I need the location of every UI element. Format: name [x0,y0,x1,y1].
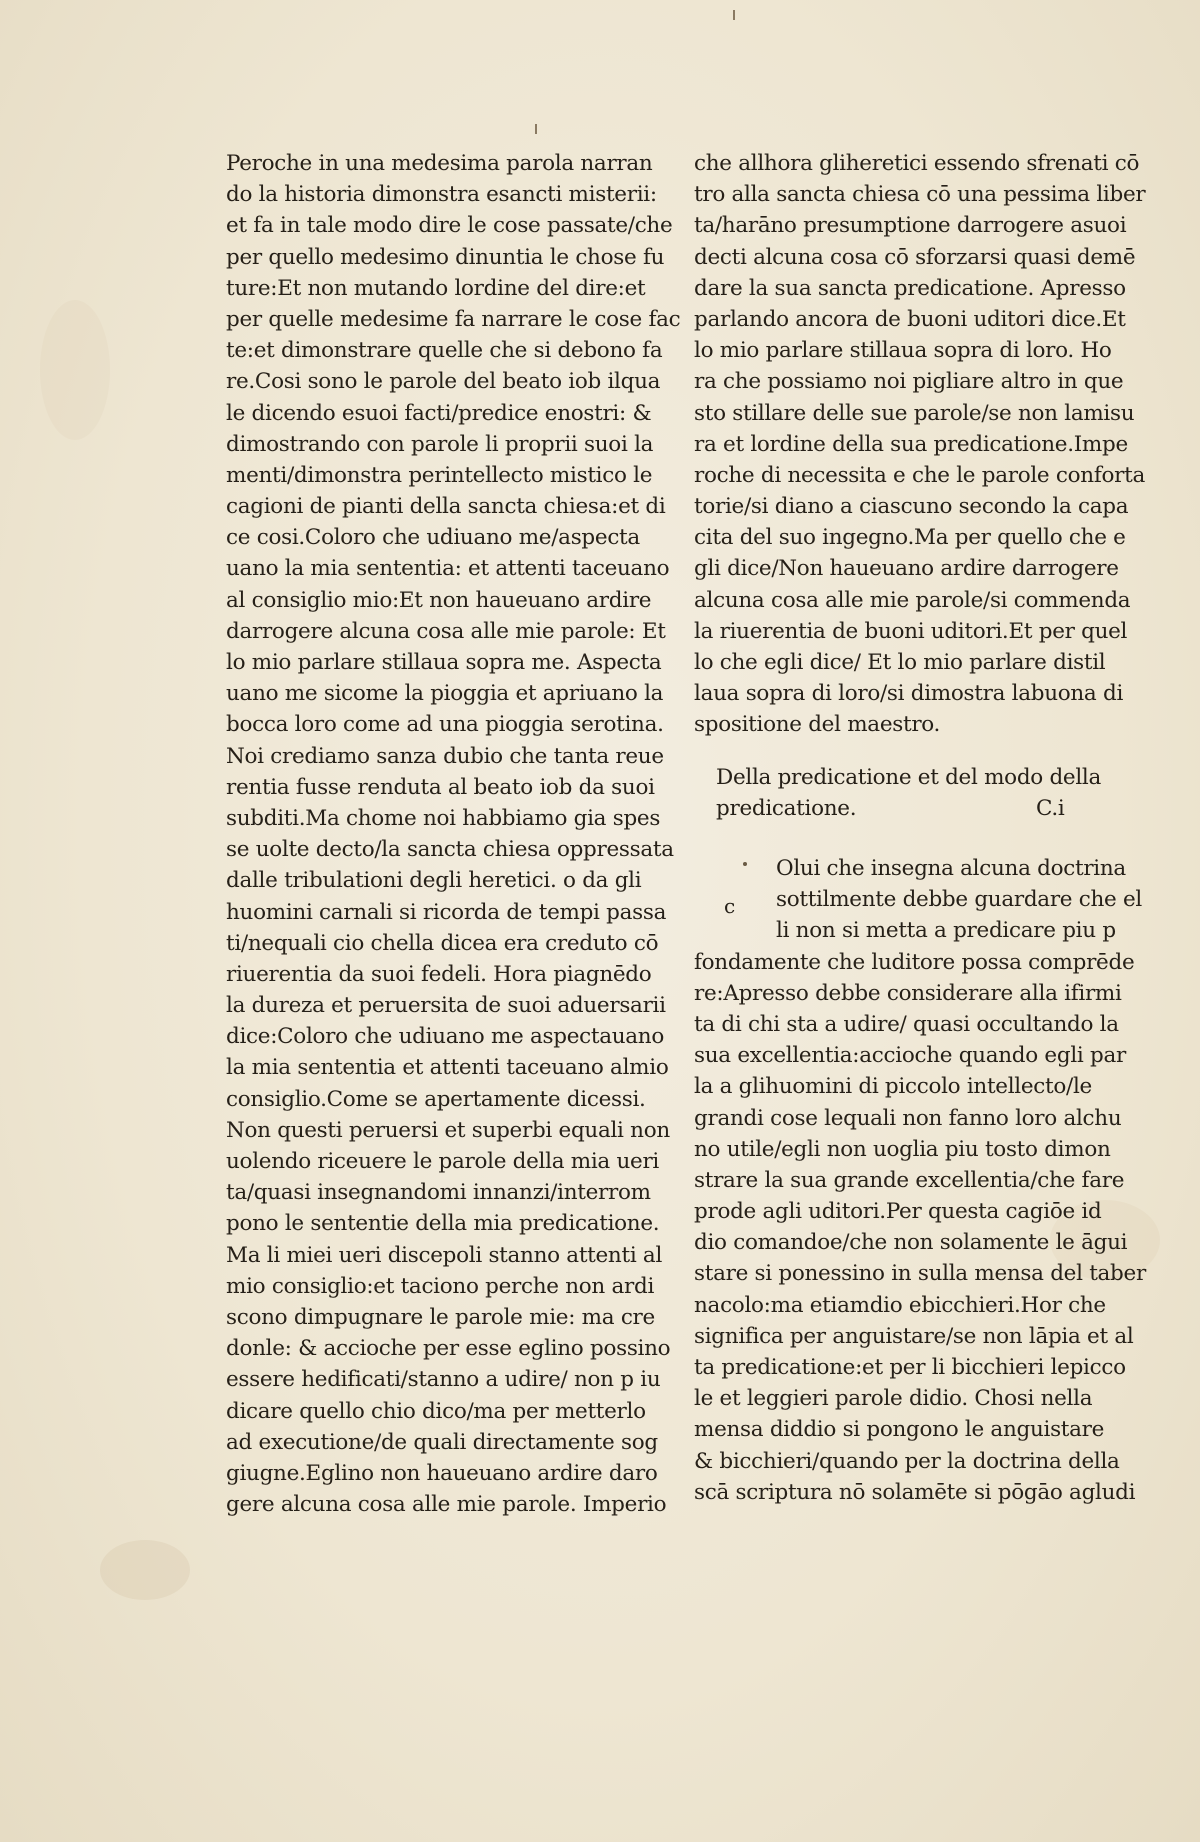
text-line: spositione del maestro. [694,712,941,738]
text-line: consiglio.Come se apertamente dicessi. [226,1086,646,1112]
text-line: menti/dimonstra perintellecto mistico le [226,462,653,488]
text-line: rentia fusse renduta al beato iob da suoi [226,774,655,800]
text-line: ra che possiamo noi pigliare altro in que [694,369,1124,395]
text-line: no utile/egli non uoglia piu tosto dimon [694,1136,1111,1162]
text-line: dimostrando con parole li proprii suoi la [226,431,654,457]
text-line: per quelle medesime fa narrare le cose fac [226,306,681,332]
text-line: stare si ponessino in sulla mensa del taber [694,1261,1146,1287]
text-line: li non si metta a predicare piu p [776,918,1116,944]
text-line: roche di necessita e che le parole conforta [694,462,1145,488]
paper-stain [100,1540,190,1600]
text-line: dice:Coloro che udiuano me aspectauano [226,1024,664,1050]
chapter-number: C.i [1036,796,1065,822]
text-line: re:Apresso debbe considerare alla ifirmi [694,980,1122,1006]
text-line: fondamente che luditore possa comprēde [694,949,1135,975]
text-line: do la historia dimonstra esancti misterii: [226,182,657,208]
text-line: donle: & accioche per esse eglino possino [226,1336,671,1362]
text-line: le dicendo esuoi facti/predice enostri: & [226,400,652,426]
text-line: & bicchieri/quando per la doctrina della [694,1448,1120,1474]
text-line: Ma li miei ueri discepoli stanno attenti al [226,1242,663,1268]
text-line: huomini carnali si ricorda de tempi passa [226,899,667,925]
text-line: Noi crediamo sanza dubio che tanta reue [226,743,664,769]
text-line: mensa diddio si pongono le anguistare [694,1417,1105,1443]
text-line: lo mio parlare stillaua sopra di loro. Ho [694,338,1112,364]
text-line: dalle tribulationi degli heretici. o da gli [226,868,642,894]
text-line: lo che egli dice/ Et lo mio parlare distil [694,650,1106,675]
right-text-column-top [694,148,1146,741]
text-line: ta/quasi insegnandomi innanzi/interrom [226,1180,651,1206]
text-line: gli dice/Non haueuano ardire darrogere [694,556,1119,582]
text-line: ta predicatione:et per li bicchieri lepicco [694,1355,1126,1380]
text-line: sto stillare delle sue parole/se non lamisu [694,400,1135,426]
text-line: alcuna cosa alle mie parole/si commenda [694,587,1131,613]
text-line: le et leggieri parole didio. Chosi nella [694,1386,1093,1412]
text-line: te:et dimonstrare quelle che si debono fa [226,338,663,364]
text-line: dare la sua sancta predicatione. Apresso [694,275,1126,301]
text-line: la mia sententia et attenti taceuano almio [226,1055,669,1081]
text-line: Olui che insegna alcuna doctrina [776,856,1126,881]
text-line: ti/nequali cio chella dicea era creduto cō [226,930,659,956]
ink-mark [535,124,537,134]
text-line: parlando ancora de buoni uditori dice.Et [694,306,1126,332]
text-line: decti alcuna cosa cō sforzarsi quasi demē [694,244,1136,270]
text-line: Non questi peruersi et superbi equali non [226,1117,670,1143]
text-line: Peroche in una medesima parola narran [226,151,653,176]
text-line: ta/harāno presumptione darrogere asuoi [694,213,1127,239]
text-line: uano me sicome la pioggia et apriuano la [226,681,664,707]
text-line: re.Cosi sono le parole del beato iob ilqua [226,369,661,395]
heading-line-2: predicatione. [716,796,857,822]
left-text-column [226,148,681,1520]
text-line: ra et lordine della sua predicatione.Impe [694,431,1128,457]
text-line: ta di chi sta a udire/ quasi occultando la [694,1011,1119,1037]
text-line: strare la sua grande excellentia/che fare [694,1167,1125,1193]
text-line: ad executione/de quali directamente sog [226,1429,658,1455]
text-line: ce cosi.Coloro che udiuano me/aspecta [226,525,640,551]
text-line: cita del suo ingegno.Ma per quello che e [694,525,1126,551]
text-line: se uolte decto/la sancta chiesa oppressata [226,837,674,863]
text-line: uano la mia sententia: et attenti taceuano [226,556,670,582]
text-line: laua sopra di loro/si dimostra labuona di [694,681,1124,707]
paper-stain [40,300,110,440]
text-line: darrogere alcuna cosa alle mie parole: Et [226,618,666,644]
text-line: subditi.Ma chome noi habbiamo gia spes [226,805,661,831]
text-line: ture:Et non mutando lordine del dire:et [226,275,646,301]
text-line: la a glihuomini di piccolo intellecto/le [694,1074,1092,1100]
text-line: cagioni de pianti della sancta chiesa:et di [226,494,666,520]
text-line: bocca loro come ad una pioggia serotina. [226,712,664,738]
text-line: essere hedificati/stanno a udire/ non p iu [226,1367,661,1393]
text-line: grandi cose lequali non fanno loro alchu [694,1105,1122,1131]
text-line: la dureza et peruersita de suoi aduersarii [226,993,666,1019]
right-text-column-bottom [694,853,1146,1508]
text-line: sua excellentia:accioche quando egli par [694,1043,1126,1069]
text-line: tro alla sancta chiesa cō una pessima liber [694,182,1146,208]
text-line: giugne.Eglino non haueuano ardire daro [226,1460,658,1486]
text-line: dio comandoe/che non solamente le āgui [694,1230,1128,1256]
heading-line-1: Della predicatione et del modo della [716,765,1102,790]
text-line: nacolo:ma etiamdio ebicchieri.Hor che [694,1292,1106,1318]
text-line: la riuerentia de buoni uditori.Et per quel [694,618,1128,644]
ink-mark [733,10,735,20]
text-line: riuerentia da suoi fedeli. Hora piagnēdo [226,961,652,987]
text-line: che allhora gliheretici essendo sfrenati cō [694,151,1140,176]
text-line: per quello medesimo dinuntia le chose fu [226,244,665,270]
chapter-heading [716,762,1136,824]
text-line: sottilmente debbe guardare che el [776,887,1143,913]
text-line: uolendo riceuere le parole della mia ueri [226,1149,660,1174]
text-line: gere alcuna cosa alle mie parole. Imperio [226,1492,667,1518]
text-line: lo mio parlare stillaua sopra me. Aspecta [226,650,662,675]
text-line: et fa in tale modo dire le cose passate/che [226,213,673,239]
text-line: scono dimpugnare le parole mie: ma cre [226,1304,655,1330]
text-line: torie/si diano a ciascuno secondo la capa [694,494,1129,520]
text-line: dicare quello chio dico/ma per metterlo [226,1398,646,1424]
text-line: al consiglio mio:Et non haueuano ardire [226,587,652,613]
text-line: scā scriptura nō solamēte si pōgāo agludi [694,1479,1136,1505]
text-line: significa per anguistare/se non lāpia et al [694,1323,1134,1349]
guide-letter: c [724,894,736,918]
text-line: pono le sententie della mia predicatione. [226,1211,660,1237]
text-line: prode agli uditori.Per questa cagiōe id [694,1199,1102,1225]
text-line: mio consiglio:et taciono perche non ardi [226,1273,655,1299]
